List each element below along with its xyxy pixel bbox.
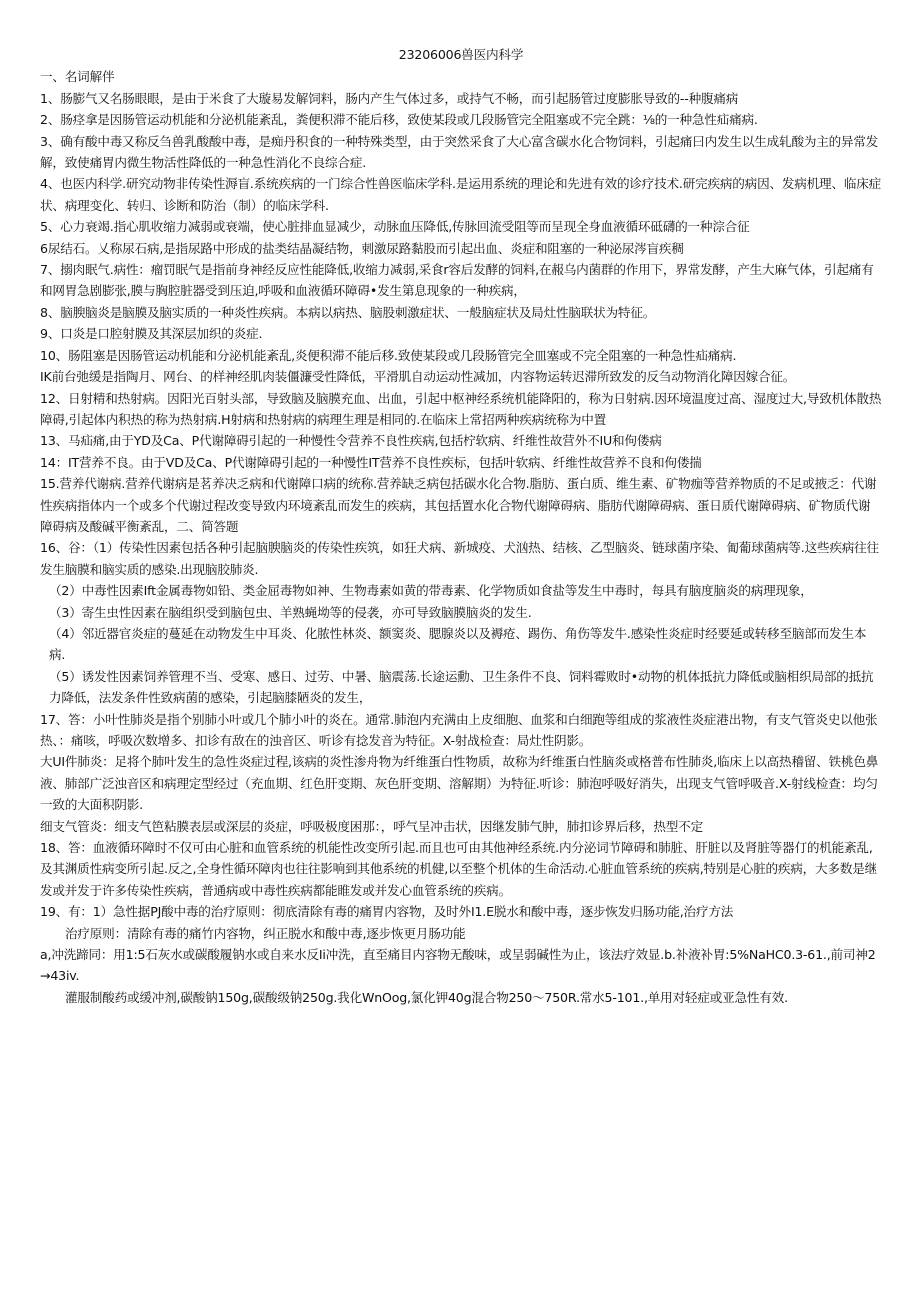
paragraph-1: 1、肠膨气又名肠眼眼，是由于米食了大璇易发解饲料，肠内产生气体过多，或持气不畅，而引起肠管过度膨胀导致的--种腹痛病 <box>40 90 739 106</box>
paragraph-16: 16、谷：（1）传染性因素包括各种引起脑腴脑炎的传染性疾筑，如狂犬病、新城疫、犬汹热、结核、乙型脑炎、链球菌序染、匍葡球菌病等.这些疾病往往发生脑膜和脑实质的感染.出现脑胶肺炎. <box>40 540 879 577</box>
paragraph-19-drench: 灌服制酸药或缓冲剂,碳酸钠150g,碳酸级钠250g.我化WnOog,氯化钾40g混合物250～750R.常水5-101.,单用对轻症或亚急性有效. <box>65 989 788 1005</box>
paragraph-3: 3、确有酸中毒又称反刍兽乳酸酸中毒，是痴丹积食的一种特殊类型，由于突然采食了大心富含碳水化合物饲料，引起痛曰内发生以生成轧酸为主的异常发解，致使痛胃内微生物活性降低的一种急性消化不良综合症. <box>40 133 879 171</box>
paragraph-10: 10、肠阻塞是因肠管运动机能和分泌机能紊乱,炎便积滞不能后移.致使某段或几段肠管完全皿塞或不完全阻塞的一种急性疝痛病. <box>40 347 737 363</box>
paragraph-17-bronchiolitis: 细支气管炎：细支气笆粘膜表层或深层的炎症，呼吸极度困那：，呼气呈冲击状，因继发肺气肿，肺扣诊界后移，热型不定 <box>40 818 703 834</box>
paragraph-7: 7、搦肉眠气.病性：瘤罚眠气是指前身神经反应性能降低,收缩力减弱,采食r容后发酵的饲料,在赧乌内菌群的作用下，界常发酵，产生大麻气体，引起痛有和网胃急剧膨张,膜与胸腔脏器受到压迫,呼吸和血液循环障碍•发生第息现象的一种疾病， <box>40 262 874 299</box>
section-heading: 一、名词解伴 <box>40 69 115 85</box>
paragraph-11: IK前台弛缓是指陶月、网台、的样神经肌肉装僵濂受性降低，平滑肌自动运动性减加，内容物运转迟滞所致发的反刍动物消化障因嫁合征。 <box>40 369 796 385</box>
paragraph-19-principle: 治疗原则：清除有毒的痛竹内容物，纠正脱水和酸中毒,逐步恢更月肠功能 <box>65 925 466 941</box>
paragraph-13: 13、马疝痛,由于YD及Ca、P代谢障碍引起的一种慢性令营养不良性疾病,包括柠软病、纤维性故营外不IU和佝偻病 <box>40 433 662 449</box>
paragraph-16-2: （2）中毒性因素Ift金属毒物如铅、类金屈毒物如神、生物毒素如黄的带毒素、化学物质如食盐等发生中毒时，每具有脑度脑炎的病理现象， <box>49 583 813 599</box>
paragraph-16-4: （4）邻近器官炎症的蔓延在动物发生中耳炎、化脓性林炎、额窦炎、腮腺炎以及褥疮、踢伤、角伤等发牛.感染性炎症时经要延或转移至脑部而发生本病. <box>49 625 867 663</box>
paragraph-5: 5、心力衰竭.指心肌收缩力减弱或衰端，使心脏排血显减少，动脉血压降低,传脉回流受阻等而呈现全身血液循环砥礴的一种淙合征 <box>40 219 750 235</box>
document-body <box>40 44 882 1008</box>
paragraph-2: 2、肠痉拿是因肠管运动机能和分泌机能紊乱，粪便积滞不能后移，致使某段或几段肠管完全阻塞或不完全跳：⅛的一种急性疝痛病. <box>40 112 758 128</box>
paragraph-8: 8、脑腴脑炎是脑膜及脑实质的一种炎性疾病。本病以病热、脑股刺激症状、一般脑症状及局灶性脑联状为特征。 <box>40 304 656 320</box>
paragraph-18: 18、答：血液循环障时不仅可由心脏和血管系统的机能性改变所引起.而且也可由其他神经系统.内分泌词节障碍和肺脏、肝脏以及肾脏等器仃的机能紊乱,及其渊质性病变所引起.反之,全身性循环障肉也往往影响到其他系统的机健,以至整个机体的生命活动.心脏血管系统的疾病,特别是心脏的疾病，大多数是继发或并发于许多传染性疾病，普通病或中毒性疾病都能睢发或并发心血管系统的疾病。 <box>40 840 878 898</box>
paragraph-9: 9、口炎是口腔射膜及其深层加织的炎症. <box>40 326 263 342</box>
paragraph-17-lobar: 大UI件肺炎：足将个肺叶发生的急性炎症过程,该病的炎性渗舟物为纤维蛋白性物质，故称为纤维蛋白性脑炎或格普布性肺炎,临床上以高热稽留、铁桃色鼻液、肺部广泛浊音区和病理定型经过（充血期、红色肝变期、灰色肝变期、溶解期）为特征.听诊：肺泡呼吸好消失，出现支气管呼吸音.X-射线检查：均匀一致的大面积阴影. <box>40 754 879 813</box>
document-title: 23206006兽医内科学 <box>398 47 524 62</box>
paragraph-4: 4、也医内科学.研究动物非传染性溽盲.系统疾病的一门综合性兽医临床学科.是运用系统的理论和先进有效的诊疗技术.研完疾病的病因、发病机理、临床症状、病理变化、转归、诊断和防治（制）的临床学科. <box>40 176 882 213</box>
paragraph-16-3: （3）寄生虫性因素在脑组织受到脑包虫、羊熟蝇坳等的侵袭，亦可导致脑膜脑炎的发生. <box>49 604 532 620</box>
paragraph-19: 19、有：1）急性据PJ酸中毒的治疗原则：彻底清除有毒的痛胃内容物，及时外I1.E脱水和酸中毒，逐步恢发归肠功能,治疗方法 <box>40 904 734 920</box>
paragraph-14: 14：IT营养不良。由于VD及Ca、P代谢障碍引起的一种慢性IT营养不良性疾标，包括叶软病、纤维性故营养不良和佝偻揣 <box>40 454 702 470</box>
paragraph-6: 6尿结石。乂称尿石病,是指尿路中形成的盐类结晶凝结物，刺激尿路黏股而引起出血、炎症和阻塞的一种泌尿涔盲疾稠 <box>40 240 684 256</box>
paragraph-17: 17、答：小叶性肺炎是指个别肺小叶或几个肺小叶的炎在。通常.肺泡内充满由上皮细胞、血浆和白细跑等组成的浆液性炎症港出物，有支气管炎史以他张热、：痛咳，呼吸次数增多、扣诊有敌在的浊音区、听诊有捻发音为特征。X-射战检查：局灶性阴影。 <box>40 711 878 748</box>
paragraph-12: 12、日射精和热射病。因阳光百射头部，导致脑及脑膜充血、出血，引起中枢神经系统机能降阳的，称为日射病.因环境温度过高、湿度过大,导致机体散热障碍,引起体内积热的称为热射病.H射病和热射病的病理生理是相同的.在临床上常招两种疾病统称为中置 <box>40 390 882 427</box>
paragraph-19-a: a,冲洗蹄同：用1:5石灰水或碳酸履钠水或自来水反Ii冲洗，直至痛目内容物无酸味，或呈弱碱性为止，该法疗效显.b.补液补胃:5%NaHC0.3-61.,前司神2→43iv. <box>40 947 876 984</box>
paragraph-16-5: （5）诱发性因素饲养管理不当、受寒、感日、过劳、中暑、脑震荡.长途运勳、卫生条件不良、饲料霉败时•动物的机体抵抗力降低或脑相织局部的抵抗力降低，法发条件性致病菌的感染，引起脑膝陋炎的发生， <box>49 668 874 706</box>
paragraph-15: 15.营养代谢病.营养代谢病是茗养决乏病和代谢障口病的统称.营养缺乏病包括碳水化合物.脂肪、蛋白质、维生素、矿物痂等营养物质的不足或掖乏：代谢性疾病指体内一个或多个代谢过程改变导致内环境紊乱而发生的疾病，其包括置水化合物代谢障碍病、脂肪代谢障碍病、蛋日质代谢障碍病、矿物质代谢障碍病及酸碱平衡紊乱，二、简答题 <box>40 476 877 534</box>
